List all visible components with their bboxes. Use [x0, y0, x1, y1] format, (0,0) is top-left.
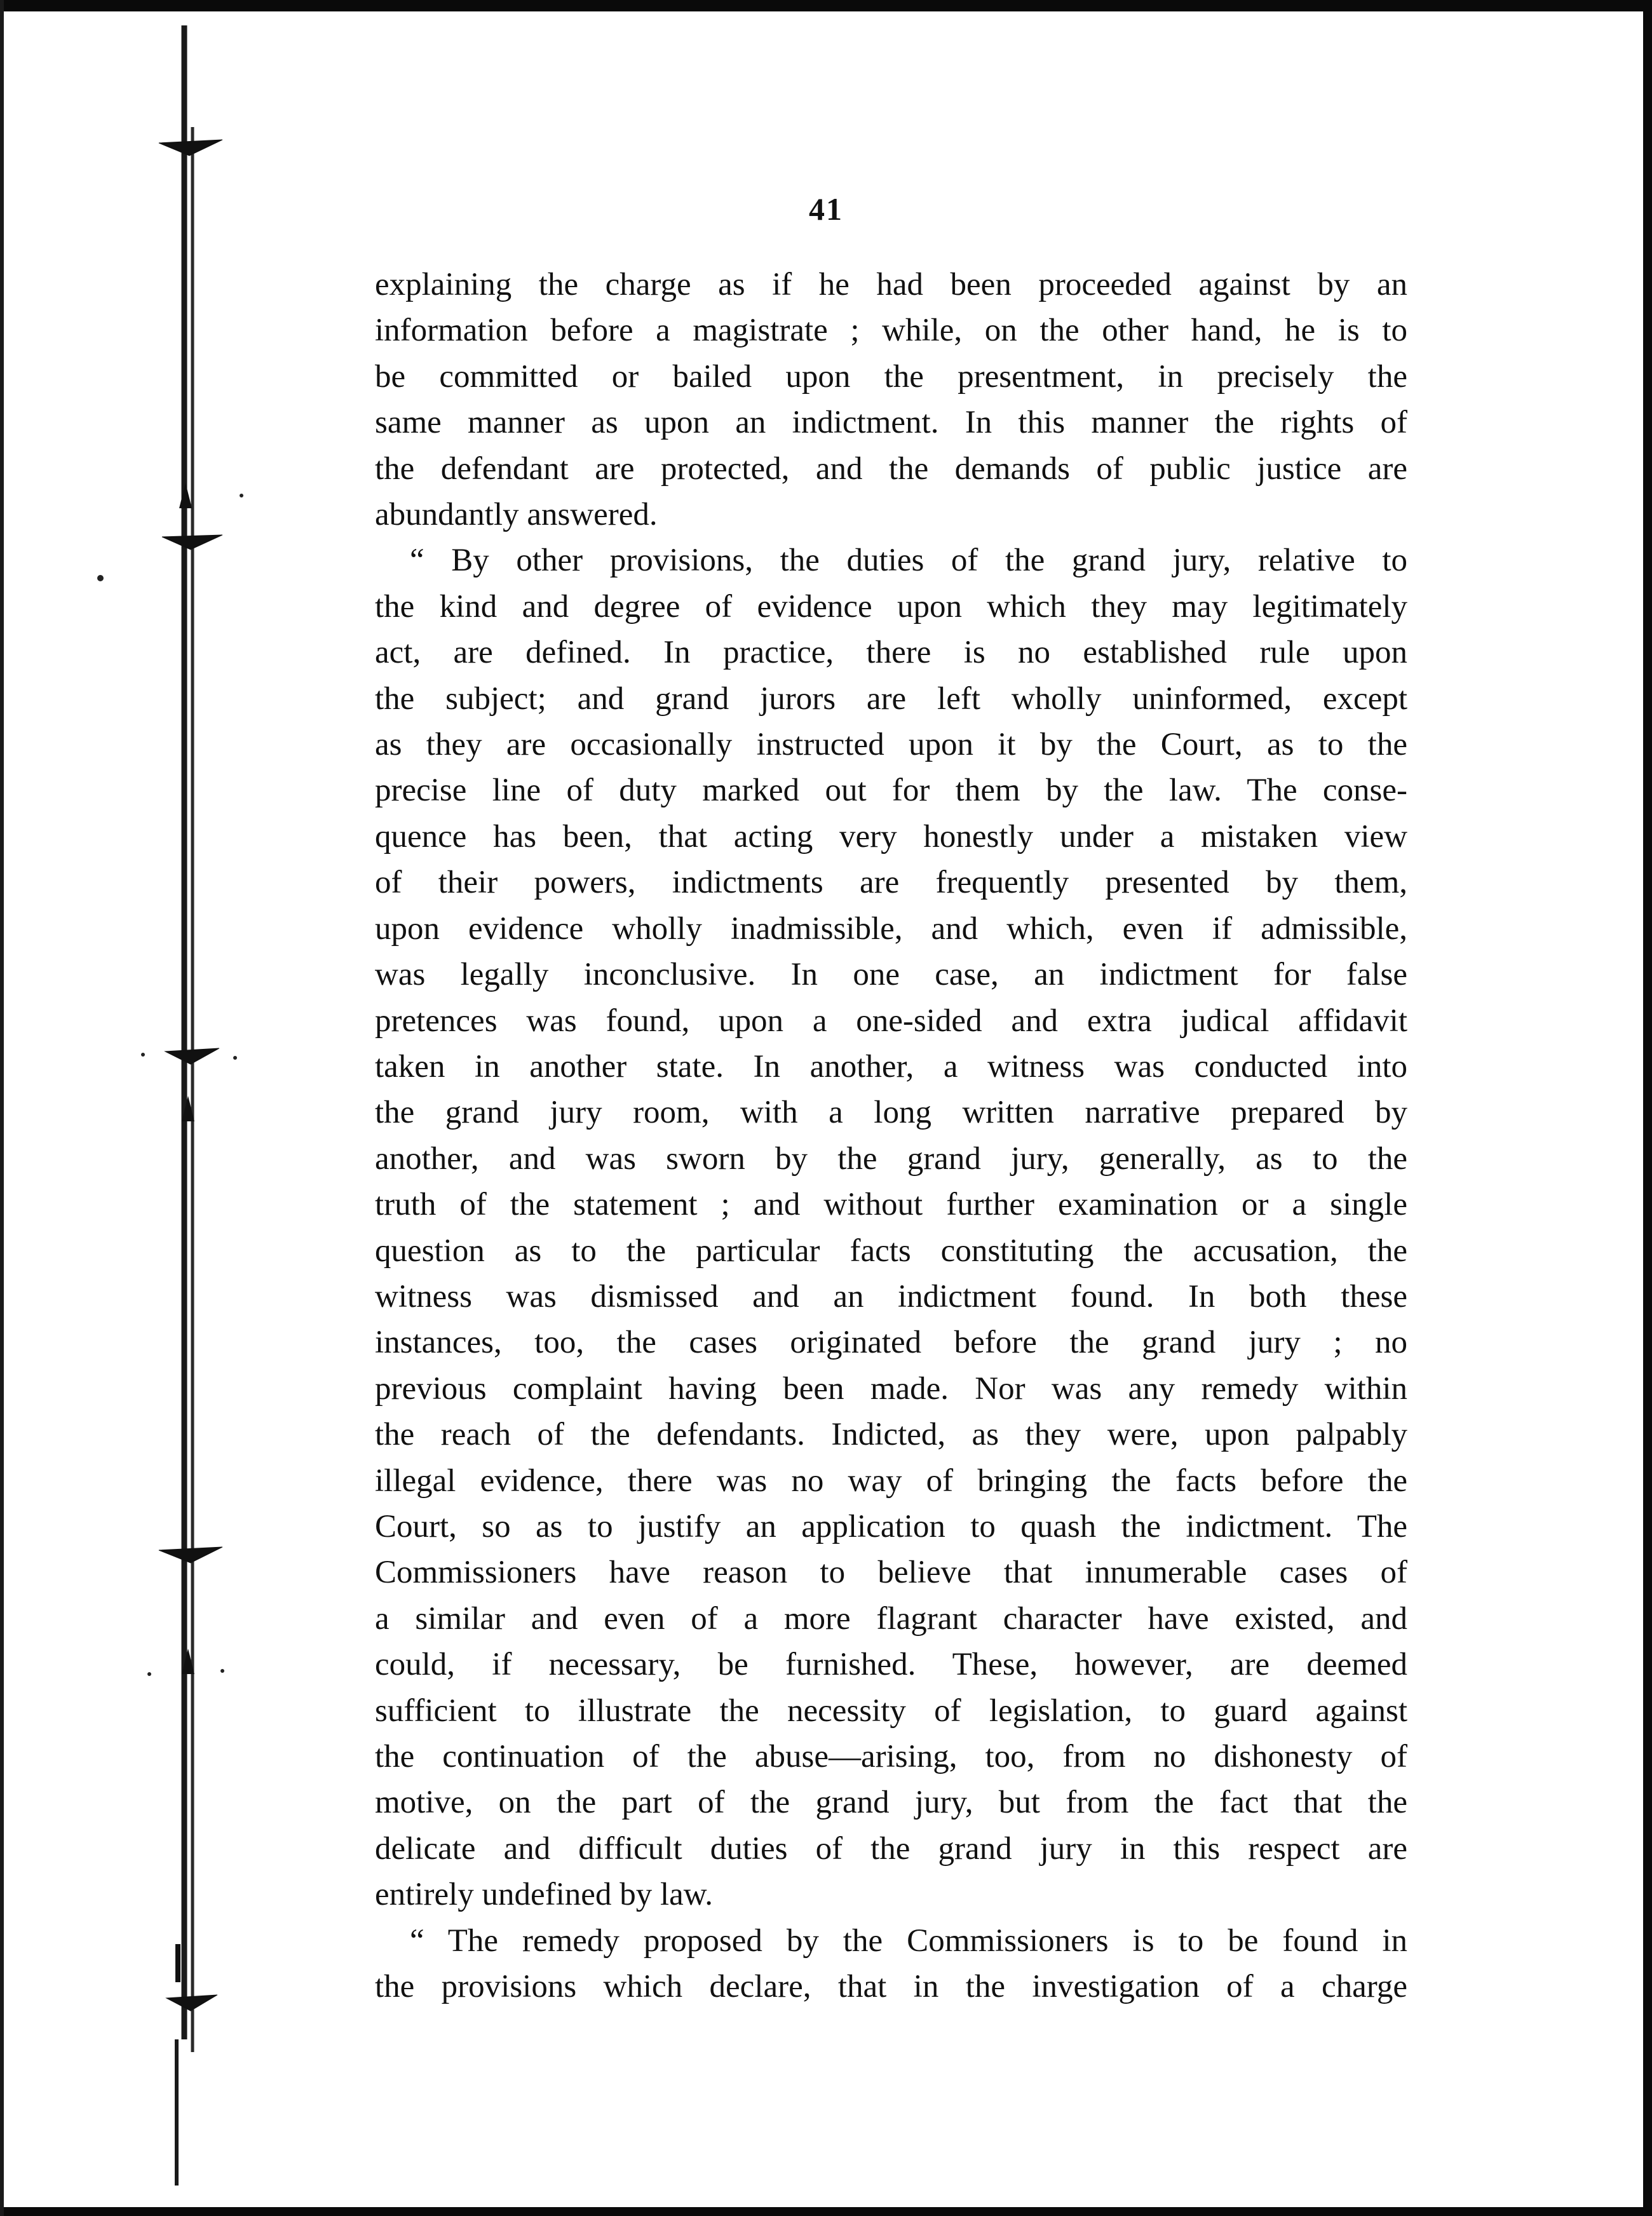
text-line: upon evidence wholly inadmissible, and which, even if admissible, [375, 910, 1407, 947]
paragraph [375, 1918, 1407, 2010]
text-line: same manner as upon an indictment. In this manner the rights of [375, 405, 1407, 441]
text-line: precise line of duty marked out for them by the law. The conse- [375, 773, 1407, 809]
text-line: truth of the statement ; and without further examination or a single [375, 1187, 1407, 1223]
text-line: sufficient to illustrate the necessity of legislation, to guard against [375, 1692, 1407, 1729]
stitch-knot [159, 140, 222, 2011]
text-line: could, if necessary, be furnished. These, however, are deemed [375, 1647, 1407, 1683]
binding-stitching [0, 0, 267, 2216]
text-line: as they are occasionally instructed upon it by the Court, as to the [375, 727, 1407, 763]
text-line: witness was dismissed and an indictment found. In both these [375, 1278, 1407, 1314]
text-line: explaining the charge as if he had been proceeded against by an [375, 267, 1407, 302]
text-line: the reach of the defendants. Indicted, as they were, upon palpably [375, 1417, 1407, 1453]
text-line: illegal evidence, there was no way of bringing the facts before the [375, 1463, 1407, 1499]
body-text [375, 262, 1407, 2010]
text-line: act, are defined. In practice, there is no established rule upon [375, 635, 1407, 671]
text-line: “ The remedy proposed by the Commissioners is to be found in [410, 1922, 1407, 1959]
text-line: the subject; and grand jurors are left wholly uninformed, except [375, 680, 1407, 717]
text-line: question as to the particular facts constituting the accusation, the [375, 1233, 1407, 1269]
text-line: the grand jury room, with a long written narrative prepared by [375, 1095, 1407, 1131]
text-line: the provisions which declare, that in the investigation of a charge [375, 1969, 1407, 2005]
paragraph [375, 537, 1407, 1917]
text-line: “ By other provisions, the duties of the grand jury, relative to [410, 543, 1407, 579]
text-line: previous complaint having been made. Nor was any remedy within [375, 1370, 1407, 1407]
text-line: taken in another state. In another, a witness was conducted into [375, 1048, 1407, 1084]
scan-right-border [1643, 0, 1652, 2216]
paragraph [375, 262, 1407, 537]
text-line: instances, too, the cases originated before the grand jury ; no [375, 1325, 1407, 1361]
text-line: of their powers, indictments are frequently presented by them, [375, 865, 1407, 901]
text-line: delicate and difficult duties of the grand jury in this respect are [375, 1830, 1407, 1867]
text-line: pretences was found, upon a one-sided and extra judical affidavit [375, 1003, 1407, 1039]
text-line: another, and was sworn by the grand jury, generally, as to the [375, 1140, 1407, 1177]
text-line: quence has been, that acting very honestly under a mistaken view [375, 818, 1407, 855]
text-line: abundantly answered. [375, 497, 658, 533]
text-line: a similar and even of a more flagrant character have existed, and [375, 1600, 1407, 1637]
text-line: motive, on the part of the grand jury, but from the fact that the [375, 1785, 1407, 1821]
text-line: the kind and degree of evidence upon which they may legitimately [375, 588, 1407, 625]
text-line: be committed or bailed upon the presentment, in precisely the [375, 358, 1407, 395]
text-line: Commissioners have reason to believe that innumerable cases of [375, 1555, 1407, 1591]
text-line: the defendant are protected, and the demands of public justice are [375, 450, 1407, 487]
text-line: the continuation of the abuse—arising, too, from no dishonesty of [375, 1739, 1407, 1774]
text-line: Court, so as to justify an application to quash the indictment. The [375, 1508, 1407, 1544]
text-line: was legally inconclusive. In one case, an indictment for false [375, 957, 1407, 993]
text-line: entirely undefined by law. [375, 1877, 714, 1913]
page-number: 41 [809, 191, 843, 227]
text-line: information before a magistrate ; while, on the other hand, he is to [375, 313, 1407, 349]
